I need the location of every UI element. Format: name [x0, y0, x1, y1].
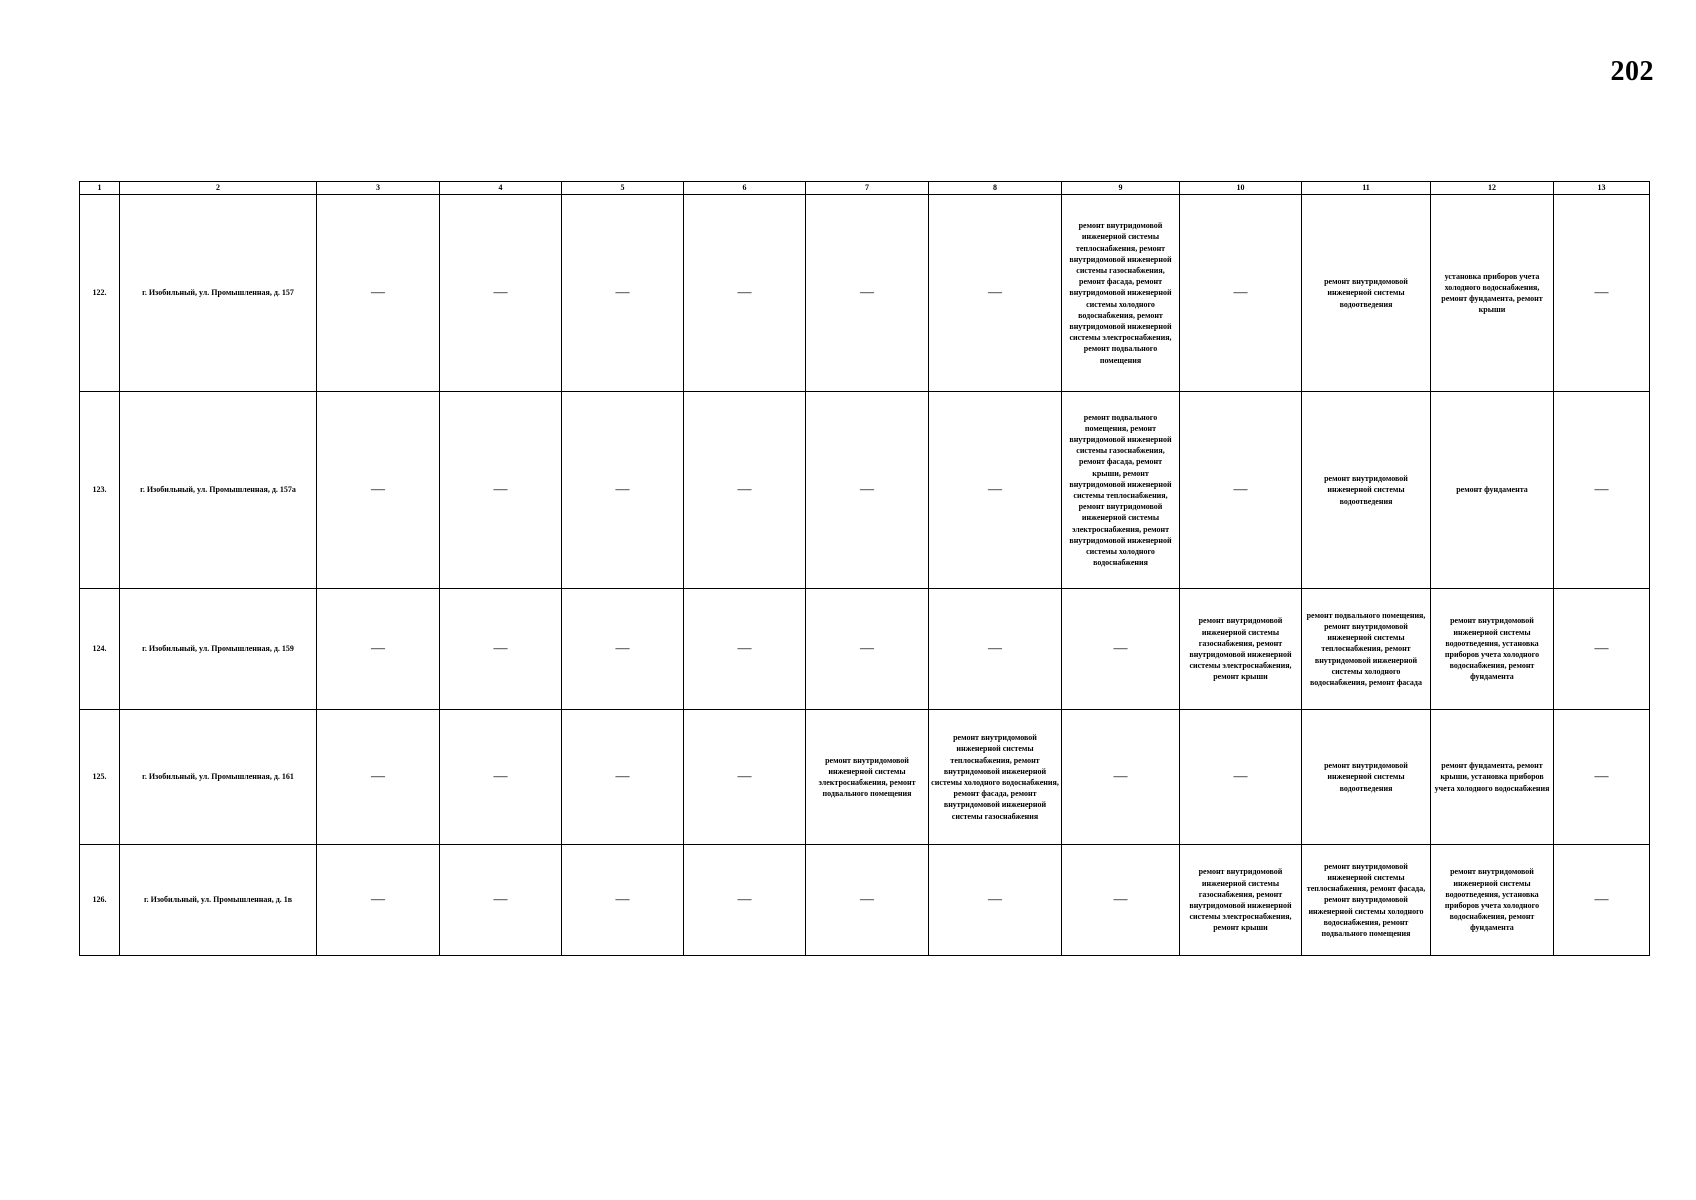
- repair-schedule-table: [79, 181, 1650, 956]
- dash-mark: —: [371, 891, 385, 907]
- dash-mark: —: [1233, 284, 1248, 300]
- dash-mark: —: [1594, 891, 1609, 907]
- row-number: 125.: [80, 710, 120, 845]
- table-cell: [562, 710, 684, 845]
- repair-work-cell: ремонт фундамента, ремонт крыши, установка приборов учета холодного водоснабжения: [1431, 710, 1554, 845]
- dash-mark: —: [1113, 891, 1128, 907]
- dash-mark: —: [988, 640, 1002, 656]
- table-cell: [1554, 710, 1650, 845]
- table-cell: [929, 392, 1062, 589]
- column-header: 1: [80, 182, 120, 195]
- table-cell: [317, 845, 440, 956]
- dash-mark: —: [371, 284, 385, 300]
- table-row: [80, 710, 1650, 845]
- table-cell: [1554, 392, 1650, 589]
- column-header: 4: [440, 182, 562, 195]
- repair-work-cell: ремонт внутридомовой инженерной системы водоотведения: [1302, 710, 1431, 845]
- column-header: 6: [684, 182, 806, 195]
- table-cell: [562, 845, 684, 956]
- dash-mark: —: [493, 481, 508, 497]
- table-cell: [440, 589, 562, 710]
- row-address: г. Изобильный, ул. Промышленная, д. 157: [120, 195, 317, 392]
- dash-mark: —: [615, 640, 630, 656]
- row-number: 126.: [80, 845, 120, 956]
- column-header: 5: [562, 182, 684, 195]
- column-header: 3: [317, 182, 440, 195]
- table-cell: [562, 195, 684, 392]
- dash-mark: —: [493, 768, 508, 784]
- table-cell: [806, 392, 929, 589]
- dash-mark: —: [615, 768, 630, 784]
- dash-mark: —: [860, 891, 874, 907]
- row-number: 122.: [80, 195, 120, 392]
- repair-work-cell: ремонт внутридомовой инженерной системы газоснабжения, ремонт внутридомовой инженерной системы электроснабжения, ремонт крыши: [1180, 845, 1302, 956]
- dash-mark: —: [988, 481, 1002, 497]
- table-cell: [1554, 195, 1650, 392]
- row-number: 124.: [80, 589, 120, 710]
- table-cell: [684, 845, 806, 956]
- row-address: г. Изобильный, ул. Промышленная, д. 161: [120, 710, 317, 845]
- table-cell: [1180, 710, 1302, 845]
- dash-mark: —: [615, 284, 630, 300]
- dash-mark: —: [493, 284, 508, 300]
- dash-mark: —: [1594, 768, 1609, 784]
- repair-work-cell: ремонт внутридомовой инженерной системы водоотведения: [1302, 392, 1431, 589]
- repair-work-cell: ремонт внутридомовой инженерной системы электроснабжения, ремонт подвального помещения: [806, 710, 929, 845]
- table-cell: [684, 392, 806, 589]
- table-row: [80, 392, 1650, 589]
- column-header: 7: [806, 182, 929, 195]
- repair-work-cell: ремонт внутридомовой инженерной системы водоотведения, установка приборов учета холодного водоснабжения, ремонт фундамента: [1431, 845, 1554, 956]
- table-cell: [806, 845, 929, 956]
- table-cell: [317, 589, 440, 710]
- table-cell: [317, 195, 440, 392]
- table-cell: [1180, 392, 1302, 589]
- table-cell: [1554, 845, 1650, 956]
- dash-mark: —: [860, 481, 874, 497]
- dash-mark: —: [988, 891, 1002, 907]
- dash-mark: —: [493, 640, 508, 656]
- dash-mark: —: [1594, 640, 1609, 656]
- table-cell: [562, 589, 684, 710]
- table-cell: [1180, 195, 1302, 392]
- row-address: г. Изобильный, ул. Промышленная, д. 157а: [120, 392, 317, 589]
- column-header: 11: [1302, 182, 1431, 195]
- table-row: [80, 589, 1650, 710]
- row-address: г. Изобильный, ул. Промышленная, д. 159: [120, 589, 317, 710]
- table-cell: [562, 392, 684, 589]
- table-cell: [806, 589, 929, 710]
- table-row: [80, 845, 1650, 956]
- dash-mark: —: [988, 284, 1002, 300]
- table-cell: [1062, 845, 1180, 956]
- column-number-row: [80, 182, 1650, 195]
- dash-mark: —: [1113, 768, 1128, 784]
- column-header: 8: [929, 182, 1062, 195]
- dash-mark: —: [1233, 768, 1248, 784]
- table-cell: [317, 392, 440, 589]
- dash-mark: —: [737, 640, 752, 656]
- table-cell: [440, 392, 562, 589]
- dash-mark: —: [737, 768, 752, 784]
- repair-work-cell: установка приборов учета холодного водоснабжения, ремонт фундамента, ремонт крыши: [1431, 195, 1554, 392]
- repair-work-cell: ремонт внутридомовой инженерной системы водоотведения: [1302, 195, 1431, 392]
- dash-mark: —: [615, 481, 630, 497]
- dash-mark: —: [737, 891, 752, 907]
- page-number: 202: [1610, 56, 1654, 87]
- dash-mark: —: [737, 284, 752, 300]
- table-cell: [317, 710, 440, 845]
- table-cell: [1062, 710, 1180, 845]
- table-cell: [440, 710, 562, 845]
- table-cell: [684, 195, 806, 392]
- column-header: 2: [120, 182, 317, 195]
- dash-mark: —: [1594, 284, 1609, 300]
- dash-mark: —: [1594, 481, 1609, 497]
- repair-work-cell: ремонт внутридомовой инженерной системы газоснабжения, ремонт внутридомовой инженерной системы электроснабжения, ремонт крыши: [1180, 589, 1302, 710]
- dash-mark: —: [860, 284, 874, 300]
- table-cell: [440, 845, 562, 956]
- table-cell: [929, 589, 1062, 710]
- table-cell: [440, 195, 562, 392]
- repair-work-cell: ремонт внутридомовой инженерной системы теплоснабжения, ремонт фасада, ремонт внутридомовой инженерной системы холодного водоснабжения, ремонт подвального помещения: [1302, 845, 1431, 956]
- table-cell: [684, 589, 806, 710]
- table-cell: [806, 195, 929, 392]
- row-address: г. Изобильный, ул. Промышленная, д. 1в: [120, 845, 317, 956]
- dash-mark: —: [371, 640, 385, 656]
- repair-work-cell: ремонт внутридомовой инженерной системы теплоснабжения, ремонт внутридомовой инженерной системы холодного водоснабжения, ремонт фасада, ремонт внутридомовой инженерной системы газоснабжения: [929, 710, 1062, 845]
- column-header: 9: [1062, 182, 1180, 195]
- dash-mark: —: [493, 891, 508, 907]
- dash-mark: —: [371, 481, 385, 497]
- table-cell: [929, 195, 1062, 392]
- table-cell: [1062, 589, 1180, 710]
- repair-work-cell: ремонт подвального помещения, ремонт внутридомовой инженерной системы газоснабжения, ремонт фасада, ремонт крыши, ремонт внутридомовой инженерной системы теплоснабжения, ремонт внутридомовой инженерной системы электроснабжения, ремонт внутридомовой инженерной системы холодного водоснабжения: [1062, 392, 1180, 589]
- row-number: 123.: [80, 392, 120, 589]
- repair-work-cell: ремонт фундамента: [1431, 392, 1554, 589]
- repair-work-cell: ремонт внутридомовой инженерной системы теплоснабжения, ремонт внутридомовой инженерной системы газоснабжения, ремонт фасада, ремонт внутридомовой инженерной системы холодного водоснабжения, ремонт внутридомовой инженерной системы электроснабжения, ремонт подвального помещения: [1062, 195, 1180, 392]
- table-cell: [929, 845, 1062, 956]
- dash-mark: —: [1113, 640, 1128, 656]
- dash-mark: —: [371, 768, 385, 784]
- column-header: 12: [1431, 182, 1554, 195]
- table-cell: [684, 710, 806, 845]
- repair-work-cell: ремонт внутридомовой инженерной системы водоотведения, установка приборов учета холодного водоснабжения, ремонт фундамента: [1431, 589, 1554, 710]
- dash-mark: —: [860, 640, 874, 656]
- dash-mark: —: [615, 891, 630, 907]
- repair-work-cell: ремонт подвального помещения, ремонт внутридомовой инженерной системы теплоснабжения, ремонт внутридомовой инженерной системы холодного водоснабжения, ремонт фасада: [1302, 589, 1431, 710]
- table-cell: [1554, 589, 1650, 710]
- column-header: 13: [1554, 182, 1650, 195]
- column-header: 10: [1180, 182, 1302, 195]
- table-row: [80, 195, 1650, 392]
- dash-mark: —: [737, 481, 752, 497]
- dash-mark: —: [1233, 481, 1248, 497]
